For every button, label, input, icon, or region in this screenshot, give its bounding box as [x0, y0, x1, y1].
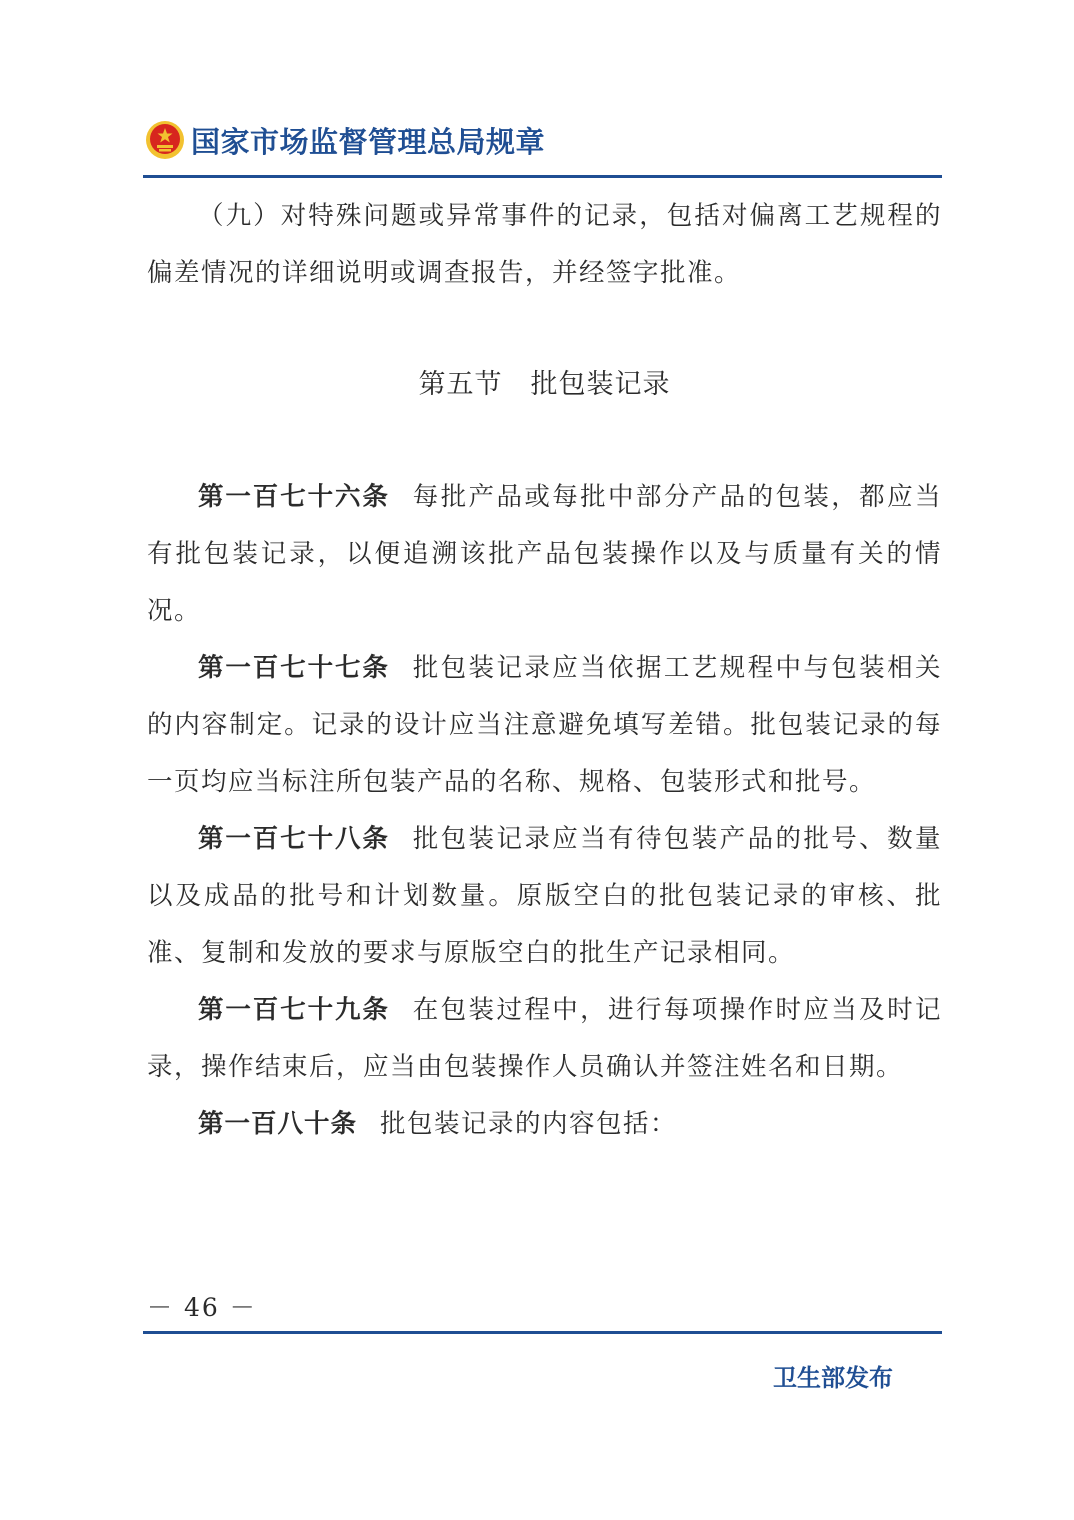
- publisher-label: 卫生部发布: [773, 1364, 893, 1392]
- footer-divider: [143, 1331, 942, 1334]
- article-number: 第一百七十七条: [198, 653, 390, 683]
- article-178: [147, 811, 942, 982]
- article-text: 批包装记录的内容包括：: [379, 1109, 677, 1139]
- article-text: 批包装记录应当有待包装产品的批号、数量以及成品的批号和计划数量。原版空白的批包装记录的审核、批准、复制和发放的要求与原版空白的批生产记录相同。: [147, 824, 942, 968]
- article-179: [147, 982, 942, 1096]
- section-heading: 第五节 批包装记录: [418, 369, 671, 400]
- article-177: [147, 640, 942, 811]
- article-number: 第一百八十条: [198, 1109, 358, 1139]
- article-text: 批包装记录应当依据工艺规程中与包装相关的内容制定。记录的设计应当注意避免填写差错。批包装记录的每一页均应当标注所包装产品的名称、规格、包装形式和批号。: [147, 653, 942, 797]
- article-text: 在包装过程中，进行每项操作时应当及时记录，操作结束后，应当由包装操作人员确认并签注姓名和日期。: [147, 995, 942, 1082]
- article-number: 第一百七十八条: [198, 824, 390, 854]
- article-text: 每批产品或每批中部分产品的包装，都应当有批包装记录，以便追溯该批产品包装操作以及与质量有关的情况。: [147, 482, 942, 626]
- national-emblem-icon: [145, 120, 185, 160]
- article-180: [147, 1096, 942, 1153]
- document-header: [145, 116, 545, 164]
- article-number: 第一百七十九条: [198, 995, 390, 1025]
- header-title: 国家市场监督管理总局规章: [191, 124, 546, 159]
- page-number: － 46 －: [147, 1293, 257, 1322]
- paragraph-item-nine: （九）对特殊问题或异常事件的记录，包括对偏离工艺规程的偏差情况的详细说明或调查报告，并经签字批准。: [147, 201, 942, 288]
- article-176: [147, 469, 942, 640]
- header-divider: [143, 175, 942, 178]
- article-number: 第一百七十六条: [198, 482, 390, 512]
- document-body: [147, 188, 942, 1153]
